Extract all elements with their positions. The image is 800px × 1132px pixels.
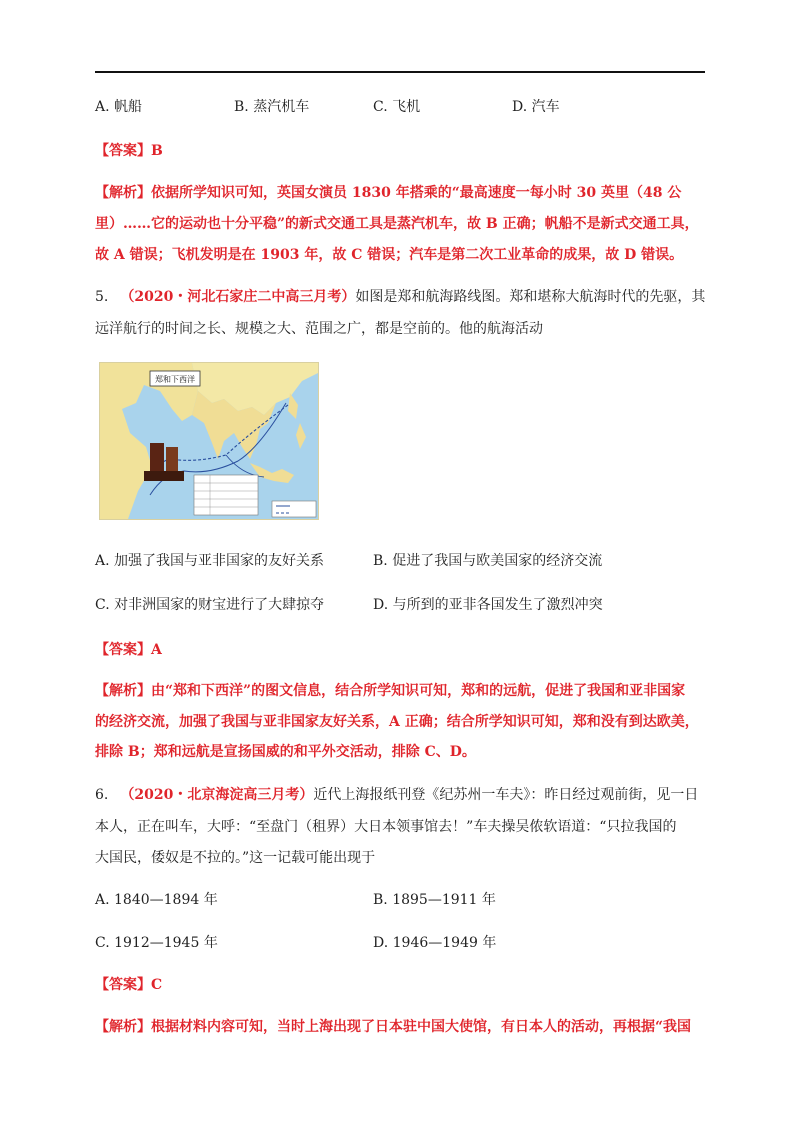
q5-stem-line-1: 5. （2020・河北石家庄二中高三月考）如图是郑和航海路线图。郑和堪称大航海时代的先驱，其 — [95, 289, 706, 305]
q6-answer — [95, 975, 162, 995]
q5-analysis-line-2: 的经济交流，加强了我国与亚非国家友好关系，A 正确；结合所学知识可知，郑和没有到达欧美， — [95, 714, 699, 730]
zheng-he-voyage-map — [99, 362, 319, 520]
q6-option-d: D. 1946—1949 年 — [373, 935, 497, 951]
answer-value: C — [151, 977, 163, 993]
q5-stem-line-2: 远洋航行的时间之长、规模之大、范围之广，都是空前的。他的航海活动 — [95, 321, 543, 337]
q4-analysis-line-3: 故 A 错误；飞机发明是在 1903 年，故 C 错误；汽车是第二次工业革命的成果，故 D 错误。 — [95, 247, 684, 263]
question-source: （2020・河北石家庄二中高三月考） — [120, 289, 356, 305]
q5-answer — [95, 640, 162, 660]
q6-analysis-line-1: 【解析】根据材料内容可知，当时上海出现了日本驻中国大使馆，有日本人的活动，再根据“我国 — [95, 1019, 692, 1035]
q4-answer — [95, 141, 163, 161]
q6-stem-line-1: 6. （2020・北京海淀高三月考）近代上海报纸刊登《纪苏州一车夫》：昨日经过观前街，见一日 — [95, 787, 699, 803]
q5-analysis-line-1: 【解析】由“郑和下西洋”的图文信息，结合所学知识可知，郑和的远航，促进了我国和亚非国家 — [95, 683, 686, 699]
analysis-tag: 【解析】 — [95, 185, 151, 201]
question-number: 5. — [95, 289, 109, 305]
answer-tag: 【答案】 — [95, 642, 151, 658]
q5-analysis-line-3: 排除 B；郑和远航是宣扬国威的和平外交活动，排除 C、D。 — [95, 744, 476, 760]
q6-option-c: C. 1912—1945 年 — [95, 935, 218, 951]
header-rule — [95, 71, 705, 73]
q4-option-b: B. 蒸汽机车 — [234, 99, 310, 115]
route-legend — [272, 501, 316, 517]
q5-option-d: D. 与所到的亚非各国发生了激烈冲突 — [373, 597, 603, 613]
q6-option-a: A. 1840—1894 年 — [95, 892, 218, 908]
q4-option-c: C. 飞机 — [373, 99, 421, 115]
analysis-tag: 【解析】 — [95, 683, 151, 699]
map-title: 郑和下西洋 — [155, 375, 195, 384]
question-source: （2020・北京海淀高三月考） — [120, 787, 314, 803]
q6-option-b: B. 1895—1911 年 — [373, 892, 496, 908]
map-legend-table — [194, 475, 258, 515]
treasure-ship-icon — [144, 443, 184, 481]
analysis-tag: 【解析】 — [95, 1019, 151, 1035]
answer-tag: 【答案】 — [95, 977, 151, 993]
q6-stem-line-2: 本人，正在叫车，大呼：“至盘门（租界）大日本领事馆去！”车夫操吴侬软语道：“只拉我国的 — [95, 819, 677, 835]
q4-option-a: A. 帆船 — [95, 99, 143, 115]
q5-option-b: B. 促进了我国与欧美国家的经济交流 — [373, 553, 603, 569]
q5-option-a: A. 加强了我国与亚非国家的友好关系 — [95, 553, 325, 569]
answer-tag: 【答案】 — [95, 143, 151, 159]
q4-analysis-line-2: 里）……它的运动也十分平稳”的新式交通工具是蒸汽机车，故 B 正确；帆船不是新式交通工具， — [95, 216, 699, 232]
q4-option-d: D. 汽车 — [512, 99, 560, 115]
question-number: 6. — [95, 787, 109, 803]
q6-stem-line-3: 大国民，倭奴是不拉的。”这一记载可能出现于 — [95, 850, 376, 866]
answer-value: A — [151, 642, 162, 658]
q5-option-c: C. 对非洲国家的财宝进行了大肆掠夺 — [95, 597, 325, 613]
answer-value: B — [151, 143, 163, 159]
q4-analysis-line-1: 【解析】依据所学知识可知，英国女演员 1830 年搭乘的“最高速度一每小时 30 英里（48 公 — [95, 185, 682, 201]
